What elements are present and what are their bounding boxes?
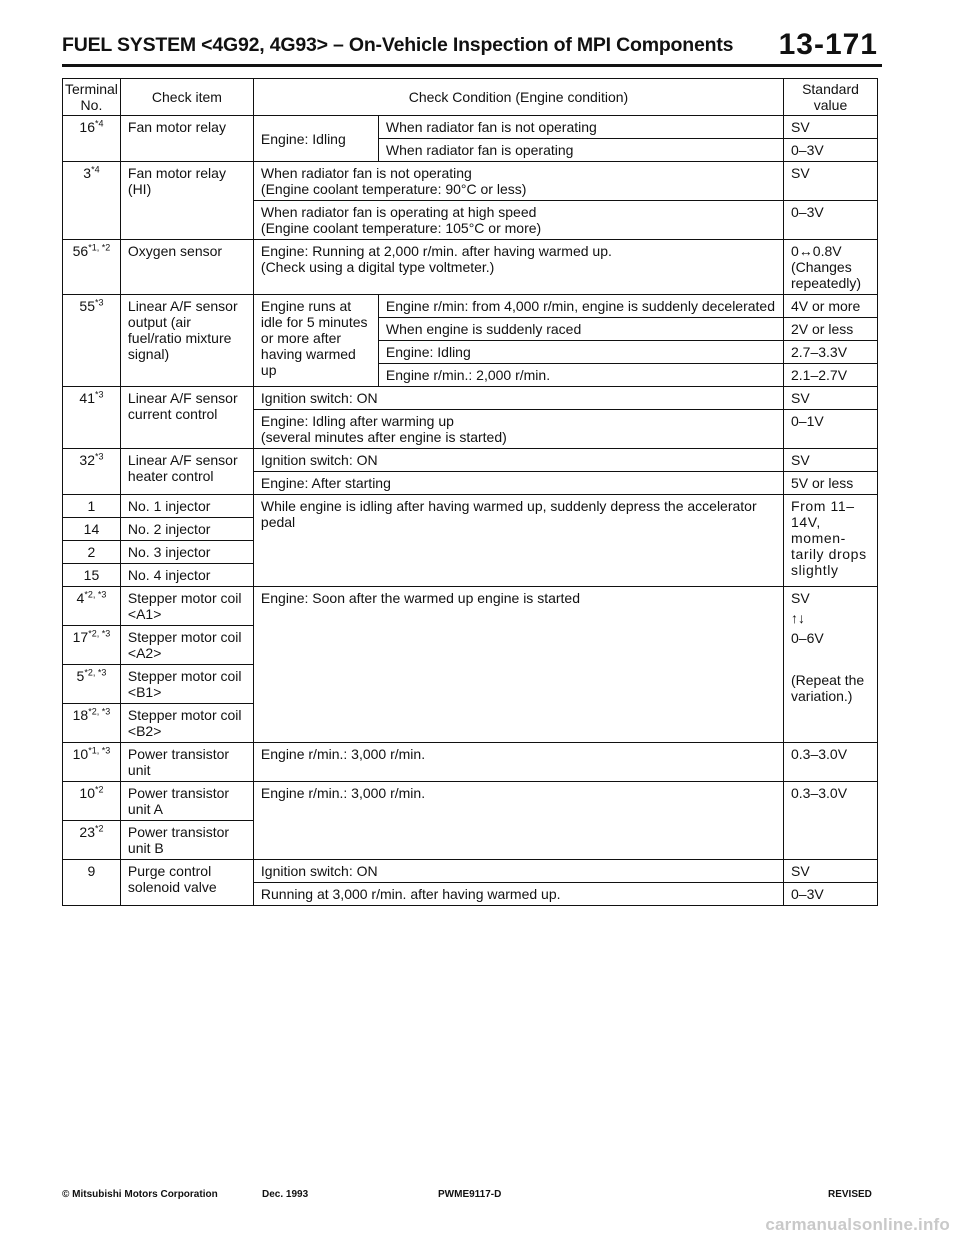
- check-item-cell: Stepper motor coil <A2>: [120, 626, 253, 665]
- condition-cell: Ignition switch: ON: [253, 449, 783, 472]
- standard-cell: SV: [784, 860, 878, 883]
- standard-cell: 2.1–2.7V: [784, 364, 878, 387]
- condition-cell: Engine: Idling after warming up (several minutes after engine is started): [253, 410, 783, 449]
- check-item-cell: Fan motor relay: [120, 116, 253, 162]
- condition-cell: Running at 3,000 r/min. after having warmed up.: [253, 883, 783, 906]
- table-row: [63, 162, 878, 201]
- table-row: [63, 295, 878, 318]
- col-header-terminal: Terminal No.: [63, 79, 121, 116]
- terminal-cell: $5^{*2, *3}$: [63, 665, 121, 704]
- col-header-check-item: Check item: [120, 79, 253, 116]
- standard-cell: 0.3–3.0V: [784, 782, 878, 860]
- table-row: [63, 743, 878, 782]
- condition-cell: When radiator fan is operating at high speed (Engine coolant temperature: 105°C or more): [253, 201, 783, 240]
- terminal-cell: 16$^{*4}$: [63, 116, 121, 162]
- condition-cell: Engine r/min.: 3,000 r/min.: [253, 743, 783, 782]
- page-header: [62, 28, 882, 67]
- condition-cell: Engine r/min.: 3,000 r/min.: [253, 782, 783, 860]
- terminal-cell: $18^{*2, *3}$: [63, 704, 121, 743]
- condition-cell: Engine: Running at 2,000 r/min. after having warmed up. (Check using a digital type voltmeter.): [253, 240, 783, 295]
- footer-status: REVISED: [828, 1189, 872, 1200]
- standard-cell: 5V or less: [784, 472, 878, 495]
- table-header-row: [63, 79, 878, 116]
- standard-cell: 0–3V: [784, 201, 878, 240]
- table-row: [63, 449, 878, 472]
- condition-cell: While engine is idling after having warmed up, suddenly depress the accelerator pedal: [253, 495, 783, 587]
- terminal-cell: $4^{*2, *3}$: [63, 587, 121, 626]
- check-item-cell: No. 4 injector: [120, 564, 253, 587]
- footer-date: Dec. 1993: [262, 1189, 309, 1200]
- check-item-cell: No. 2 injector: [120, 518, 253, 541]
- table-row: [63, 116, 878, 139]
- engine-condition-cell: Engine: Idling: [253, 116, 378, 162]
- condition-cell: When radiator fan is not operating: [378, 116, 783, 139]
- inspection-table: [62, 78, 878, 906]
- check-item-cell: Linear A/F sensor heater control: [120, 449, 253, 495]
- check-item-cell: Fan motor relay (HI): [120, 162, 253, 240]
- table-row: [63, 495, 878, 518]
- table-row: [63, 782, 878, 821]
- condition-cell: Engine: Idling: [378, 341, 783, 364]
- condition-cell: Engine r/min: from 4,000 r/min, engine is suddenly decelerated: [378, 295, 783, 318]
- standard-cell: 0.3–3.0V: [784, 743, 878, 782]
- terminal-cell: $17^{*2, *3}$: [63, 626, 121, 665]
- condition-cell: Engine: After starting: [253, 472, 783, 495]
- standard-cell: 0–3V: [784, 883, 878, 906]
- check-item-cell: No. 1 injector: [120, 495, 253, 518]
- condition-cell: When engine is suddenly raced: [378, 318, 783, 341]
- check-item-cell: Power transistor unit: [120, 743, 253, 782]
- standard-cell: SV: [784, 162, 878, 201]
- terminal-cell: 41$^{*3}$: [63, 387, 121, 449]
- standard-cell: 0–1V: [784, 410, 878, 449]
- check-item-cell: No. 3 injector: [120, 541, 253, 564]
- check-item-cell: Linear A/F sensor current control: [120, 387, 253, 449]
- standard-cell: 0–3V: [784, 139, 878, 162]
- standard-cell: 2.7–3.3V: [784, 341, 878, 364]
- terminal-cell: 14: [63, 518, 121, 541]
- terminal-cell: 3$^{*4}$: [63, 162, 121, 240]
- terminal-cell: 2: [63, 541, 121, 564]
- engine-condition-cell: Engine runs at idle for 5 minutes or more after having warmed up: [253, 295, 378, 387]
- footer-code: PWME9117-D: [438, 1189, 502, 1200]
- condition-cell: Ignition switch: ON: [253, 387, 783, 410]
- check-item-cell: Stepper motor coil <B1>: [120, 665, 253, 704]
- condition-cell: Engine r/min.: 2,000 r/min.: [378, 364, 783, 387]
- standard-cell: 2V or less: [784, 318, 878, 341]
- watermark: carmanualsonline.info: [765, 1215, 950, 1234]
- condition-cell: Ignition switch: ON: [253, 860, 783, 883]
- table-row: [63, 860, 878, 883]
- table-row: [63, 587, 878, 626]
- check-item-cell: Linear A/F sensor output (air fuel/ratio mixture signal): [120, 295, 253, 387]
- standard-cell: SV: [784, 116, 878, 139]
- standard-cell: SV: [784, 449, 878, 472]
- terminal-cell: $56^{*1, *2}$: [63, 240, 121, 295]
- check-item-cell: Power transistor unit B: [120, 821, 253, 860]
- terminal-cell: 55$^{*3}$: [63, 295, 121, 387]
- page-number: 13-171: [778, 28, 878, 61]
- col-header-standard: Standard value: [784, 79, 878, 116]
- standard-cell: SV ↑↓ 0–6V (Repeat the variation.): [784, 587, 878, 743]
- table-row: [63, 240, 878, 295]
- check-item-cell: Stepper motor coil <A1>: [120, 587, 253, 626]
- condition-cell: When radiator fan is operating: [378, 139, 783, 162]
- page-title: FUEL SYSTEM <4G92, 4G93> – On-Vehicle Inspection of MPI Components: [62, 34, 734, 56]
- standard-cell: 4V or more: [784, 295, 878, 318]
- footer-copyright: © Mitsubishi Motors Corporation: [62, 1189, 218, 1200]
- standard-cell: SV: [784, 387, 878, 410]
- terminal-cell: $10^{*1, *3}$: [63, 743, 121, 782]
- standard-cell: 0↔0.8V (Changes repeatedly): [784, 240, 878, 295]
- check-item-cell: Purge control solenoid valve: [120, 860, 253, 906]
- table-row: [63, 387, 878, 410]
- condition-cell: Engine: Soon after the warmed up engine is started: [253, 587, 783, 743]
- terminal-cell: 15: [63, 564, 121, 587]
- col-header-condition: Check Condition (Engine condition): [253, 79, 783, 116]
- check-item-cell: Stepper motor coil <B2>: [120, 704, 253, 743]
- terminal-cell: 10$^{*2}$: [63, 782, 121, 821]
- terminal-cell: 32$^{*3}$: [63, 449, 121, 495]
- condition-cell: When radiator fan is not operating (Engine coolant temperature: 90°C or less): [253, 162, 783, 201]
- terminal-cell: 9: [63, 860, 121, 906]
- standard-cell: From 11–14V, momen-tarily drops slightly: [784, 495, 878, 587]
- terminal-cell: 1: [63, 495, 121, 518]
- terminal-cell: 23$^{*2}$: [63, 821, 121, 860]
- check-item-cell: Power transistor unit A: [120, 782, 253, 821]
- check-item-cell: Oxygen sensor: [120, 240, 253, 295]
